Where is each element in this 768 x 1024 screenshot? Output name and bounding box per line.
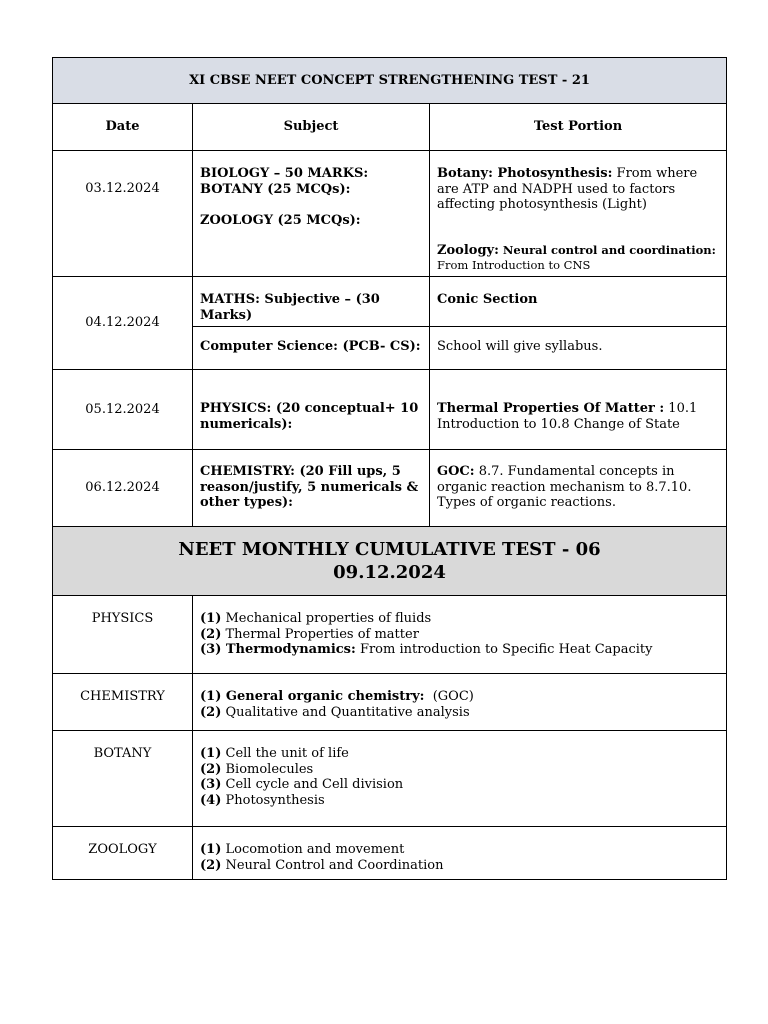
test-title: XI CBSE NEET CONCEPT STRENGTHENING TEST - 21 — [53, 58, 727, 104]
subject-cell: MATHS: Subjective – (30 Marks) — [193, 277, 430, 327]
header-portion: Test Portion — [430, 104, 727, 151]
section-name: PHYSICS — [53, 596, 193, 674]
table-row — [53, 151, 727, 277]
list-item: (3) Thermodynamics: From introduction to Specific Heat Capacity — [200, 642, 653, 657]
table-row — [53, 674, 727, 731]
list-item: (1) Cell the unit of life — [200, 746, 349, 761]
list-item: (2) Biomolecules — [200, 761, 314, 777]
section-topics — [193, 731, 727, 827]
list-item: (2) Thermal Properties of matter — [200, 626, 419, 642]
list-item: (3) Cell cycle and Cell division — [200, 777, 404, 792]
header-subject: Subject — [193, 104, 430, 151]
subject-line: ZOOLOGY (25 MCQs): — [200, 213, 361, 228]
portion-zoology: Zoology: Neural control and coordination: From Introduction to CNS — [437, 242, 716, 272]
table-row — [53, 450, 727, 527]
section-name: BOTANY — [53, 731, 193, 827]
table-row — [53, 827, 727, 880]
list-item: (1) Mechanical properties of fluids — [200, 611, 432, 626]
section-name: CHEMISTRY — [53, 674, 193, 731]
portion-cell: GOC: 8.7. Fundamental concepts in organic reaction mechanism to 8.7.10. Types of organic reactions. — [430, 450, 727, 527]
section-topics — [193, 674, 727, 731]
list-item: (2) Qualitative and Quantitative analysis — [200, 704, 470, 720]
schedule-table — [52, 57, 727, 880]
date-cell: 06.12.2024 — [53, 450, 193, 527]
section-topics — [193, 827, 727, 880]
list-item: (2) Neural Control and Coordination — [200, 857, 444, 873]
section-name: ZOOLOGY — [53, 827, 193, 880]
subject-cell: PHYSICS: (20 conceptual+ 10 numericals): — [193, 370, 430, 450]
header-date: Date — [53, 104, 193, 151]
date-cell: 05.12.2024 — [53, 370, 193, 450]
portion-cell: Conic Section — [430, 277, 727, 327]
table-row — [53, 370, 727, 450]
portion-cell: Thermal Properties Of Matter : 10.1 Introduction to 10.8 Change of State — [430, 370, 727, 450]
subject-cell — [193, 151, 430, 277]
portion-cell — [430, 151, 727, 277]
portion-botany: Botany: Photosynthesis: From where are ATP and NADPH used to factors affecting photosynthesis (Light) — [437, 166, 698, 212]
subject-line: BOTANY (25 MCQs): — [200, 181, 351, 197]
subject-line: BIOLOGY – 50 MARKS: — [200, 166, 369, 181]
header-row — [53, 104, 727, 151]
list-item: (4) Photosynthesis — [200, 792, 325, 808]
list-item: (1) General organic chemistry: (GOC) — [200, 689, 474, 704]
date-cell: 03.12.2024 — [53, 151, 193, 277]
section-topics — [193, 596, 727, 674]
table-row — [53, 277, 727, 327]
date-cell: 04.12.2024 — [53, 277, 193, 370]
schedule-document — [52, 57, 726, 880]
monthly-test-title: NEET MONTHLY CUMULATIVE TEST - 06 09.12.2024 — [53, 527, 727, 596]
portion-cell: School will give syllabus. — [430, 327, 727, 370]
list-item: (1) Locomotion and movement — [200, 842, 405, 857]
subject-cell: Computer Science: (PCB- CS): — [193, 327, 430, 370]
subject-cell: CHEMISTRY: (20 Fill ups, 5 reason/justify, 5 numericals & other types): — [193, 450, 430, 527]
table-row — [53, 731, 727, 827]
table-row — [53, 596, 727, 674]
